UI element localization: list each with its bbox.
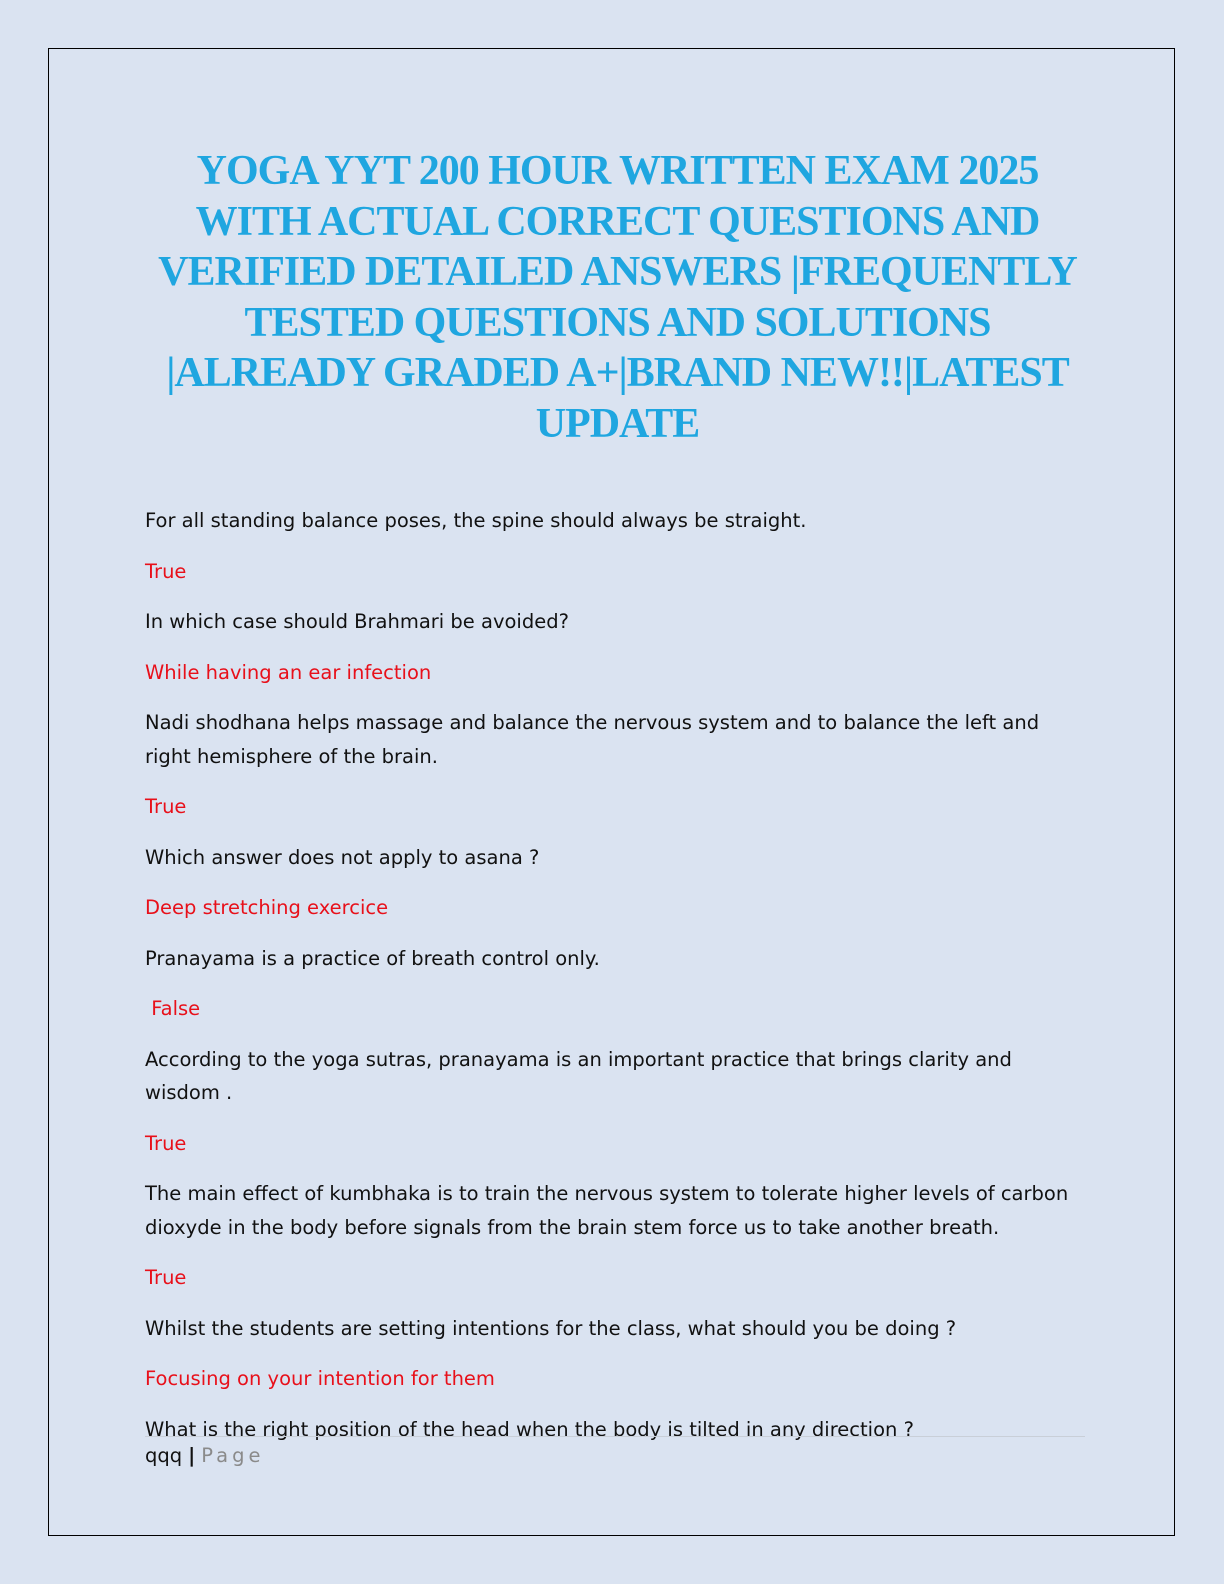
answer-4: Deep stretching exercice bbox=[145, 896, 389, 919]
answer-8: Focusing on your intention for them bbox=[145, 1367, 495, 1390]
answer-2: While having an ear infection bbox=[145, 660, 432, 684]
footer-page-label: Page bbox=[201, 1444, 265, 1467]
question-6: According to the yoga sutras, pranayama is an important practice that brings clarity and wisdom . bbox=[145, 1047, 1012, 1104]
answer-6: True bbox=[145, 1131, 187, 1155]
answer-1: True bbox=[145, 559, 187, 583]
question-5: Pranayama is a practice of breath control only. bbox=[145, 946, 600, 970]
question-3: Nadi shodhana helps massage and balance the nervous system and to balance the left and right hemisphere of the brain. bbox=[145, 711, 1040, 768]
question-9: What is the right position of the head when the body is tilted in any direction ? bbox=[145, 1417, 914, 1441]
page-footer bbox=[145, 1436, 1085, 1471]
footer-separator: | bbox=[188, 1444, 196, 1467]
document-title: YOGA YYT 200 HOUR WRITTEN EXAM 2025 WITH ACTUAL CORRECT QUESTIONS AND VERIFIED DETAILED ANSWERS |FREQUENTLY TESTED QUESTIONS AND SOLUTIONS |ALREADY GRADED A+|BRAND NEW!!|LATEST UPDATE bbox=[158, 148, 1077, 447]
question-4: Which answer does not apply to asana ? bbox=[145, 845, 540, 869]
question-1: For all standing balance poses, the spine should always be straight. bbox=[145, 509, 807, 532]
answer-5: False bbox=[145, 997, 201, 1020]
answer-3: True bbox=[145, 795, 187, 818]
question-7: The main effect of kumbhaka is to train the nervous system to tolerate higher levels of carbon dioxyde in the body before signals from the brain stem force us to take another breath. bbox=[145, 1182, 1069, 1239]
question-8: Whilst the students are setting intentions for the class, what should you be doing ? bbox=[145, 1316, 957, 1340]
qa-list bbox=[145, 504, 1085, 1463]
footer-page-number: qqq bbox=[145, 1444, 183, 1467]
answer-7: True bbox=[145, 1266, 187, 1289]
question-2: In which case should Brahmari be avoided? bbox=[145, 610, 569, 633]
